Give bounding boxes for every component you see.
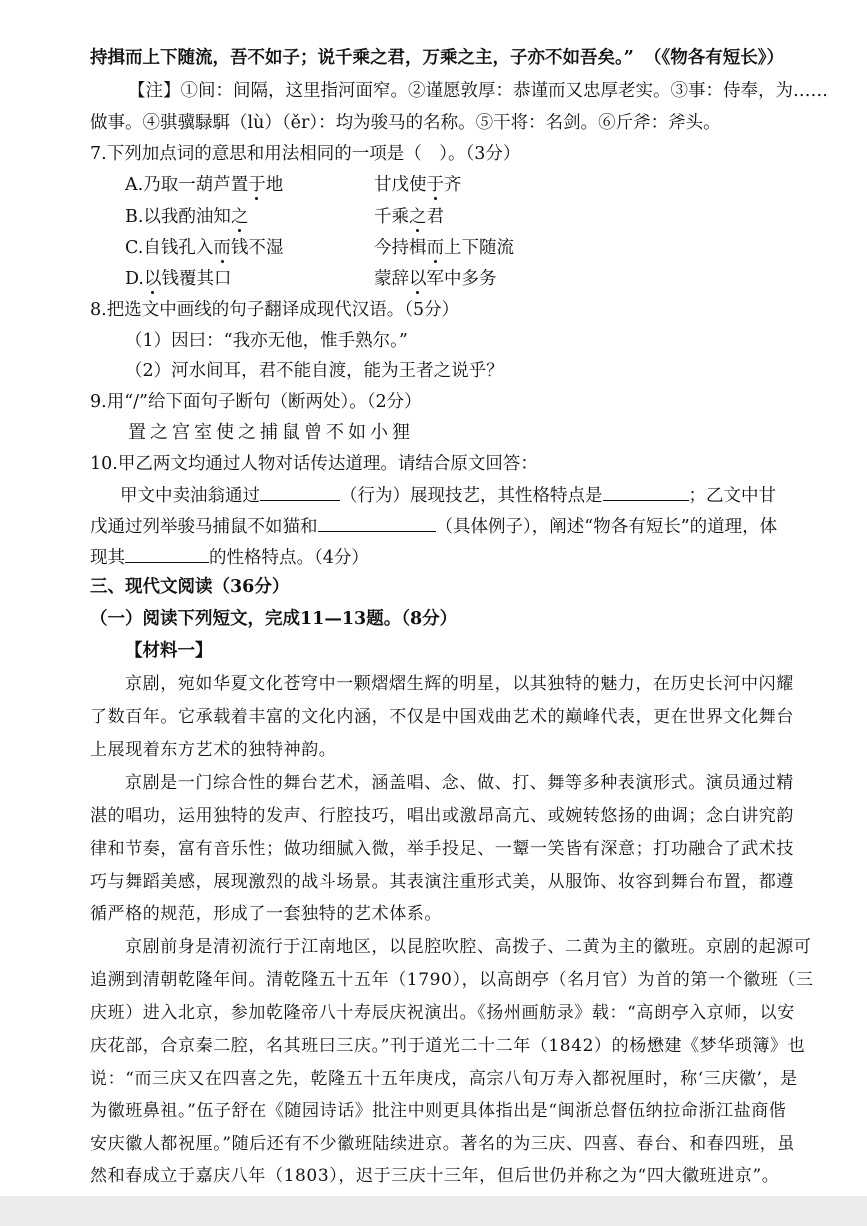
- question-9-sentence: 置之宫室使之捕鼠曾不如小狸: [128, 422, 414, 443]
- question-10-line-3: 现其 的性格特点。（4分）: [90, 544, 369, 572]
- paragraph-2-line: 湛的唱功，运用独特的发声、行腔技巧，唱出或激昂高亢、或婉转悠扬的曲调；念白讲究韵: [90, 806, 794, 826]
- paragraph-3-line: 庆班）进入北京，参加乾隆帝八十寿辰庆祝演出。《扬州画舫录》载：“高朗亭入京师，以安: [90, 1003, 795, 1023]
- question-9: 9.用“/”给下面句子断句（断两处）。（2分）: [90, 392, 422, 412]
- question-10-line-2: 戊通过列举骏马捕鼠不如猫和 （具体例子），阐述“物各有短长”的道理，体: [90, 513, 777, 541]
- annotation-line-2: 做事。④骐骥騄駬（lù）（ěr）：均为骏马的名称。⑤干将：名剑。⑥斤斧：斧头。: [90, 113, 721, 133]
- paragraph-1-line: 京剧，宛如华夏文化苍穹中一颗熠熠生辉的明星，以其独特的魅力，在历史长河中闪耀: [125, 674, 794, 694]
- paragraph-3-line: 京剧前身是清初流行于江南地区，以昆腔吹腔、高拨子、二黄为主的徽班。京剧的起源可: [125, 937, 812, 957]
- paragraph-2-line: 循严格的规范，形成了一套独特的艺术体系。: [90, 904, 442, 924]
- answer-blank[interactable]: [603, 482, 689, 501]
- emphasis-dot-char: 而: [213, 238, 231, 258]
- q7-option-c-left: C.自钱孔入而钱不湿: [125, 238, 284, 258]
- annotation-line-1: 【注】①间：间隔，这里指河面窄。②谨愿敦厚：恭谨而又忠厚老实。③事：侍奉，为……: [128, 81, 828, 101]
- emphasis-dot-char: 以: [143, 269, 162, 289]
- paragraph-3-line: 然和春成立于嘉庆八年（1803），迟于三庆十三年，但后世仍并称之为“四大徽班进京”。: [90, 1166, 780, 1186]
- paragraph-3-line: 说：“而三庆又在四喜之先，乾隆五十五年庚戌，高宗八旬万寿入都祝厘时，称‘三庆徽’，是: [90, 1069, 798, 1089]
- question-10: 10.甲乙两文均通过人物对话传达道理。请结合原文回答：: [90, 454, 538, 474]
- paragraph-2-line: 律和节奏，富有音乐性；做功细腻入微，举手投足、一颦一笑皆有深意；打功融合了武术技: [90, 839, 794, 859]
- question-8: 8.把选文中画线的句子翻译成现代汉语。（5分）: [90, 300, 460, 320]
- paragraph-3-line: 为徽班鼻祖。”伍子舒在《随园诗话》批注中则更具体指出是“闽浙总督伍纳拉命浙江盐商偕: [90, 1101, 787, 1121]
- source-citation: （《物各有短长》）: [644, 48, 784, 68]
- q7-option-a-right: 甘戊使于齐: [374, 175, 462, 195]
- paragraph-3-line: 追溯到清朝乾隆年间。清乾隆五十五年（1790），以高朗亭（名月官）为首的第一个徽班（三: [90, 970, 814, 990]
- paragraph-1-line: 上展现着东方艺术的独特神韵。: [90, 740, 337, 760]
- paragraph-2-line: 京剧是一门综合性的舞台艺术，涵盖唱、念、做、打、舞等多种表演形式。演员通过精: [125, 773, 794, 793]
- paragraph-3-line: 安庆徽人都祝厘。”随后还有不少徽班陆续进京。著名的为三庆、四喜、春台、和春四班，虽: [90, 1134, 795, 1154]
- passage-last-line: 持揖而上下随流，吾不如子；说千乘之君，万乘之主，子亦不如吾矣。”: [90, 48, 634, 68]
- q7-option-b-left: B.以我酌油知之: [125, 207, 249, 227]
- emphasis-dot-char: 之: [409, 207, 427, 227]
- emphasis-dot-char: 而: [426, 238, 444, 258]
- q7-option-a-left: A.乃取一葫芦置于地: [125, 175, 284, 195]
- answer-blank[interactable]: [260, 482, 340, 501]
- question-10-line-1: 甲文中卖油翁通过 （行为）展现技艺，其性格特点是 ；乙文中甘: [120, 482, 776, 510]
- answer-blank[interactable]: [318, 513, 436, 532]
- material-1-label: 【材料一】: [125, 641, 213, 661]
- question-8-item-1: （1）因曰：“我亦无他，惟手熟尔。”: [125, 331, 408, 351]
- q7-option-d-right: 蒙辞以军中多务: [374, 269, 497, 289]
- paragraph-2-line: 巧与舞蹈美感，展现激烈的战斗场景。其表演注重形式美，从服饰、妆容到舞台布置，都遵: [90, 872, 794, 892]
- emphasis-dot-char: 于: [248, 175, 266, 195]
- emphasis-dot-char: 以: [409, 269, 427, 289]
- answer-blank[interactable]: [125, 544, 209, 563]
- emphasis-dot-char: 于: [426, 175, 444, 195]
- emphasis-dot-char: 之: [230, 207, 249, 227]
- question-8-item-2: （2）河水间耳，君不能自渡，能为王者之说乎？: [125, 361, 504, 381]
- question-7: 7.下列加点词的意思和用法相同的一项是（ ）。（3分）: [90, 144, 521, 164]
- subsection-1-heading: （一）阅读下列短文，完成11—13题。（8分）: [90, 609, 458, 629]
- q7-option-b-right: 千乘之君: [374, 207, 444, 227]
- section-3-heading: 三、现代文阅读（36分）: [90, 577, 290, 597]
- q7-option-d-left: D.以钱覆其口: [125, 269, 232, 289]
- paragraph-3-line: 庆花部，合京秦二腔，名其班曰三庆。”刊于道光二十二年（1842）的杨懋建《梦华琐簿》也: [90, 1036, 806, 1056]
- page-bottom-edge: [0, 1196, 867, 1226]
- q7-option-c-right: 今持楫而上下随流: [374, 238, 514, 258]
- paragraph-1-line: 了数百年。它承载着丰富的文化内涵，不仅是中国戏曲艺术的巅峰代表，更在世界文化舞台: [90, 707, 794, 727]
